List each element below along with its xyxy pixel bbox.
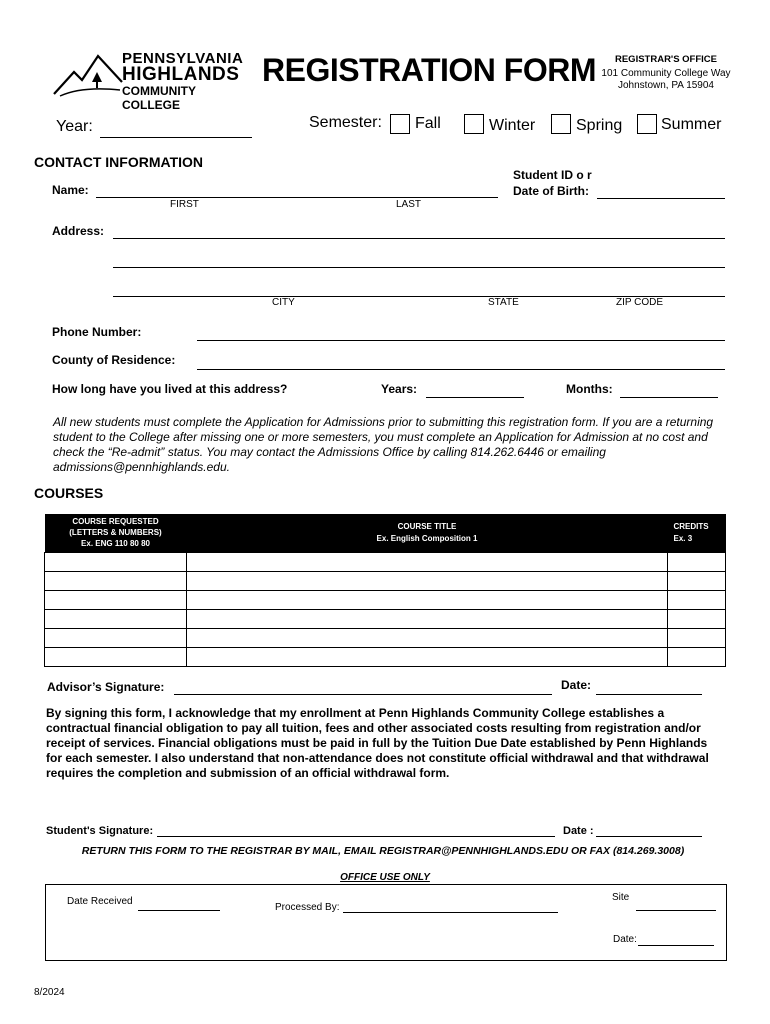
how-long-label: How long have you lived at this address? <box>52 382 288 396</box>
course-title-cell[interactable] <box>187 590 668 609</box>
site-label: Site <box>612 892 630 903</box>
col3-line1: CREDITS <box>673 521 709 531</box>
advisor-signature-label: Advisor’s Signature: <box>47 680 165 694</box>
years-underline <box>426 397 524 398</box>
course-code-cell[interactable] <box>45 552 187 571</box>
zip-caption: ZIP CODE <box>616 297 664 308</box>
county-underline <box>197 369 725 370</box>
logo-line-3: COMMUNITY COLLEGE <box>122 84 196 112</box>
col3-line2: Ex. 3 <box>673 533 693 543</box>
name-label: Name: <box>52 183 89 197</box>
table-row <box>45 628 726 647</box>
advisor-signature-underline <box>174 694 552 695</box>
table-row <box>45 590 726 609</box>
course-title-cell[interactable] <box>187 552 668 571</box>
financial-agreement: By signing this form, I acknowledge that my enrollment at Penn Highlands Community College establishes a contractual financial obligation to pay all tuition, fees and other associated costs resulting from registration and/or receipt of services. Financial obligations must be paid in full by the Tuition Due Date established by Penn Highlands for each semester. I also understand that non-attendance does not constitute official withdrawal and that withdrawal requires the completion and submission of an official withdrawal form. <box>46 706 709 780</box>
office-date-label: Date: <box>613 934 637 945</box>
form-version-date: 8/2024 <box>34 987 65 998</box>
courses-table <box>44 514 726 667</box>
office-date-underline <box>638 945 714 946</box>
date-received-label: Date Received <box>67 896 133 907</box>
address-label: Address: <box>52 224 105 238</box>
months-underline <box>620 397 718 398</box>
registrar-office <box>596 54 736 91</box>
table-row <box>45 647 726 666</box>
course-title-cell[interactable] <box>187 628 668 647</box>
page-title: REGISTRATION FORM <box>262 52 596 88</box>
spring-checkbox[interactable] <box>551 114 571 134</box>
county-label: County of Residence: <box>52 353 176 367</box>
logo-line-1: PENNSYLVANIA <box>122 50 244 67</box>
contact-heading: CONTACT INFORMATION <box>34 154 204 170</box>
course-title-header <box>187 514 668 552</box>
student-id-label-2: Date of Birth: <box>513 184 589 198</box>
course-title-cell[interactable] <box>187 647 668 666</box>
course-code-cell[interactable] <box>45 647 187 666</box>
course-title-cell[interactable] <box>187 571 668 590</box>
credits-cell[interactable] <box>668 571 726 590</box>
col1-line2: (LETTERS & NUMBERS) <box>69 528 162 538</box>
col1-line3: Ex. ENG 110 80 80 <box>81 539 150 549</box>
credits-cell[interactable] <box>668 609 726 628</box>
first-caption: FIRST <box>170 199 199 210</box>
logo-line-2: HIGHLANDS <box>122 64 240 85</box>
admissions-notice: All new students must complete the Application for Admissions prior to submitting this registration form. If you are a returning student to the College after missing one or more semesters, you must complete an Application for Admission at no cost and check the “Re-admit” status. You may contact the Admissions Office by calling 814.262.6446 or emailing admissions@pennhighlands.edu. <box>53 415 714 474</box>
summer-checkbox[interactable] <box>637 114 657 134</box>
student-id-label-1: Student ID o r <box>513 168 592 182</box>
processed-by-underline <box>343 912 558 913</box>
col1-line1: COURSE REQUESTED <box>72 517 159 527</box>
advisor-date-underline <box>596 694 702 695</box>
course-code-cell[interactable] <box>45 609 187 628</box>
course-requested-header <box>45 514 187 552</box>
summer-label: Summer <box>661 116 722 133</box>
course-title-cell[interactable] <box>187 609 668 628</box>
credits-cell[interactable] <box>668 590 726 609</box>
year-underline <box>100 137 252 138</box>
years-label: Years: <box>381 382 418 396</box>
winter-checkbox[interactable] <box>464 114 484 134</box>
credits-header <box>668 514 726 552</box>
student-id-underline <box>597 198 725 199</box>
table-row <box>45 571 726 590</box>
student-signature-underline <box>157 836 555 837</box>
course-code-cell[interactable] <box>45 628 187 647</box>
months-label: Months: <box>566 382 613 396</box>
state-caption: STATE <box>488 297 519 308</box>
col2-line1: COURSE TITLE <box>397 521 457 531</box>
table-row <box>45 552 726 571</box>
fall-checkbox[interactable] <box>390 114 410 134</box>
advisor-date-label: Date: <box>561 678 592 692</box>
credits-cell[interactable] <box>668 552 726 571</box>
courses-heading: COURSES <box>34 485 104 501</box>
spring-label: Spring <box>576 117 623 134</box>
city-caption: CITY <box>272 297 295 308</box>
year-field[interactable] <box>100 118 256 138</box>
processed-by-label: Processed By: <box>275 902 340 913</box>
office-name: REGISTRAR'S OFFICE <box>614 54 717 65</box>
student-date-underline <box>596 836 702 837</box>
office-city: Johnstown, PA 15904 <box>618 80 714 91</box>
winter-label: Winter <box>489 117 536 134</box>
year-label: Year: <box>56 118 93 135</box>
credits-cell[interactable] <box>668 628 726 647</box>
phone-underline <box>197 340 725 341</box>
last-caption: LAST <box>396 199 422 210</box>
credits-cell[interactable] <box>668 647 726 666</box>
office-use-box <box>45 884 727 961</box>
address-underline-1 <box>113 238 725 239</box>
phone-label: Phone Number: <box>52 325 142 339</box>
course-code-cell[interactable] <box>45 571 187 590</box>
address-underline-2 <box>113 267 725 268</box>
student-signature-label: Student's Signature: <box>46 825 154 837</box>
office-use-heading: OFFICE USE ONLY <box>340 872 430 883</box>
col2-line2: Ex. English Composition 1 <box>376 533 478 543</box>
college-logo <box>52 50 257 112</box>
office-street: 101 Community College Way <box>601 68 731 79</box>
site-underline <box>636 910 716 911</box>
name-underline <box>96 197 498 198</box>
courses-header-row <box>45 514 726 552</box>
fall-label: Fall <box>415 115 441 132</box>
return-instructions: RETURN THIS FORM TO THE REGISTRAR BY MAIL, EMAIL REGISTRAR@PENNHIGHLANDS.EDU OR FAX (814.269.3008) <box>81 845 685 857</box>
table-row <box>45 609 726 628</box>
course-code-cell[interactable] <box>45 590 187 609</box>
semester-label: Semester: <box>309 114 382 131</box>
mountain-logo-icon <box>52 52 124 98</box>
date-received-underline <box>138 910 220 911</box>
student-date-label: Date : <box>563 825 594 837</box>
